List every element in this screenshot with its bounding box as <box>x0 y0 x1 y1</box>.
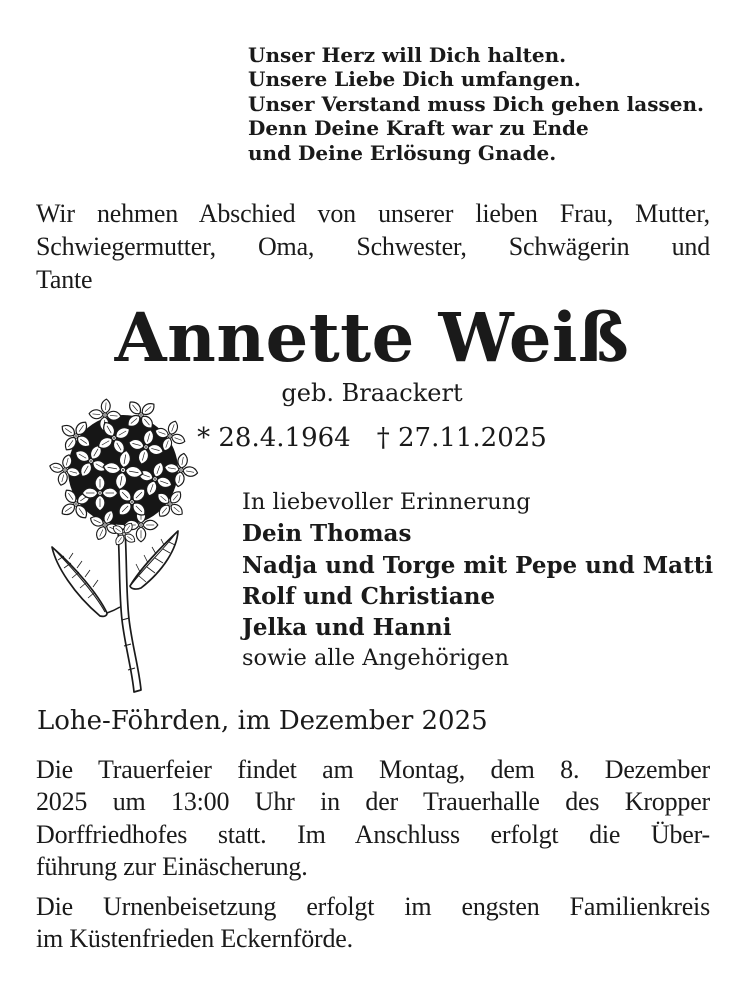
funeral-line: Dorffriedhofes statt. Im Anschluss erfolgt die Über- <box>36 819 710 849</box>
poem-line: und Deine Erlösung Gnade. <box>248 140 557 165</box>
mourners-line: Rolf und Christiane <box>242 582 496 610</box>
deceased-name: Annette Weiß <box>114 298 630 377</box>
poem-line: Unser Herz will Dich halten. <box>248 43 567 67</box>
place-date-line: Lohe-Föhrden, im Dezember 2025 <box>37 706 488 736</box>
mourners-line: Dein Thomas <box>242 520 412 548</box>
poem-line: Denn Deine Kraft war zu Ende <box>248 116 589 141</box>
farewell-paragraph <box>36 198 710 296</box>
maiden-name: geb. Braackert <box>281 379 463 407</box>
flower-stem <box>118 529 141 692</box>
death-date: † 27.11.2025 <box>376 423 547 453</box>
funeral-line: 2025 um 13:00 Uhr in der Trauerhalle des Kropper <box>36 787 710 817</box>
flower-leaf-left <box>52 547 120 616</box>
poem-line: Unsere Liebe Dich umfangen. <box>248 67 581 92</box>
urn-line: im Küstenfrieden Eckernförde. <box>36 924 353 954</box>
funeral-line: führung zur Einäscherung. <box>36 851 308 881</box>
flower-head <box>46 394 201 552</box>
farewell-line: Schwiegermutter, Oma, Schwester, Schwägerin und <box>36 231 710 261</box>
mourners-line: In liebevoller Erinnerung <box>242 489 531 515</box>
hydrangea-flower-icon <box>40 394 202 696</box>
urn-line: Die Urnenbeisetzung erfolgt im engsten Familienkreis <box>36 892 710 921</box>
mourners-line: sowie alle Angehörigen <box>242 645 509 672</box>
poem <box>248 43 704 165</box>
mourners-list <box>242 487 713 675</box>
funeral-info-paragraph <box>36 754 710 883</box>
mourners-line: Jelka und Hanni <box>242 614 452 642</box>
birth-date: * 28.4.1964 <box>197 423 351 453</box>
funeral-line: Die Trauerfeier findet am Montag, dem 8. Dezember <box>36 755 710 784</box>
urn-burial-paragraph <box>36 891 710 956</box>
farewell-line: Tante <box>36 264 93 294</box>
flower-leaf-right <box>130 531 178 589</box>
poem-line: Unser Verstand muss Dich gehen lassen. <box>248 91 704 116</box>
farewell-line: Wir nehmen Abschied von unserer lieben Frau, Mutter, <box>36 199 710 228</box>
mourners-line: Nadja und Torge mit Pepe und Matti <box>242 551 714 579</box>
